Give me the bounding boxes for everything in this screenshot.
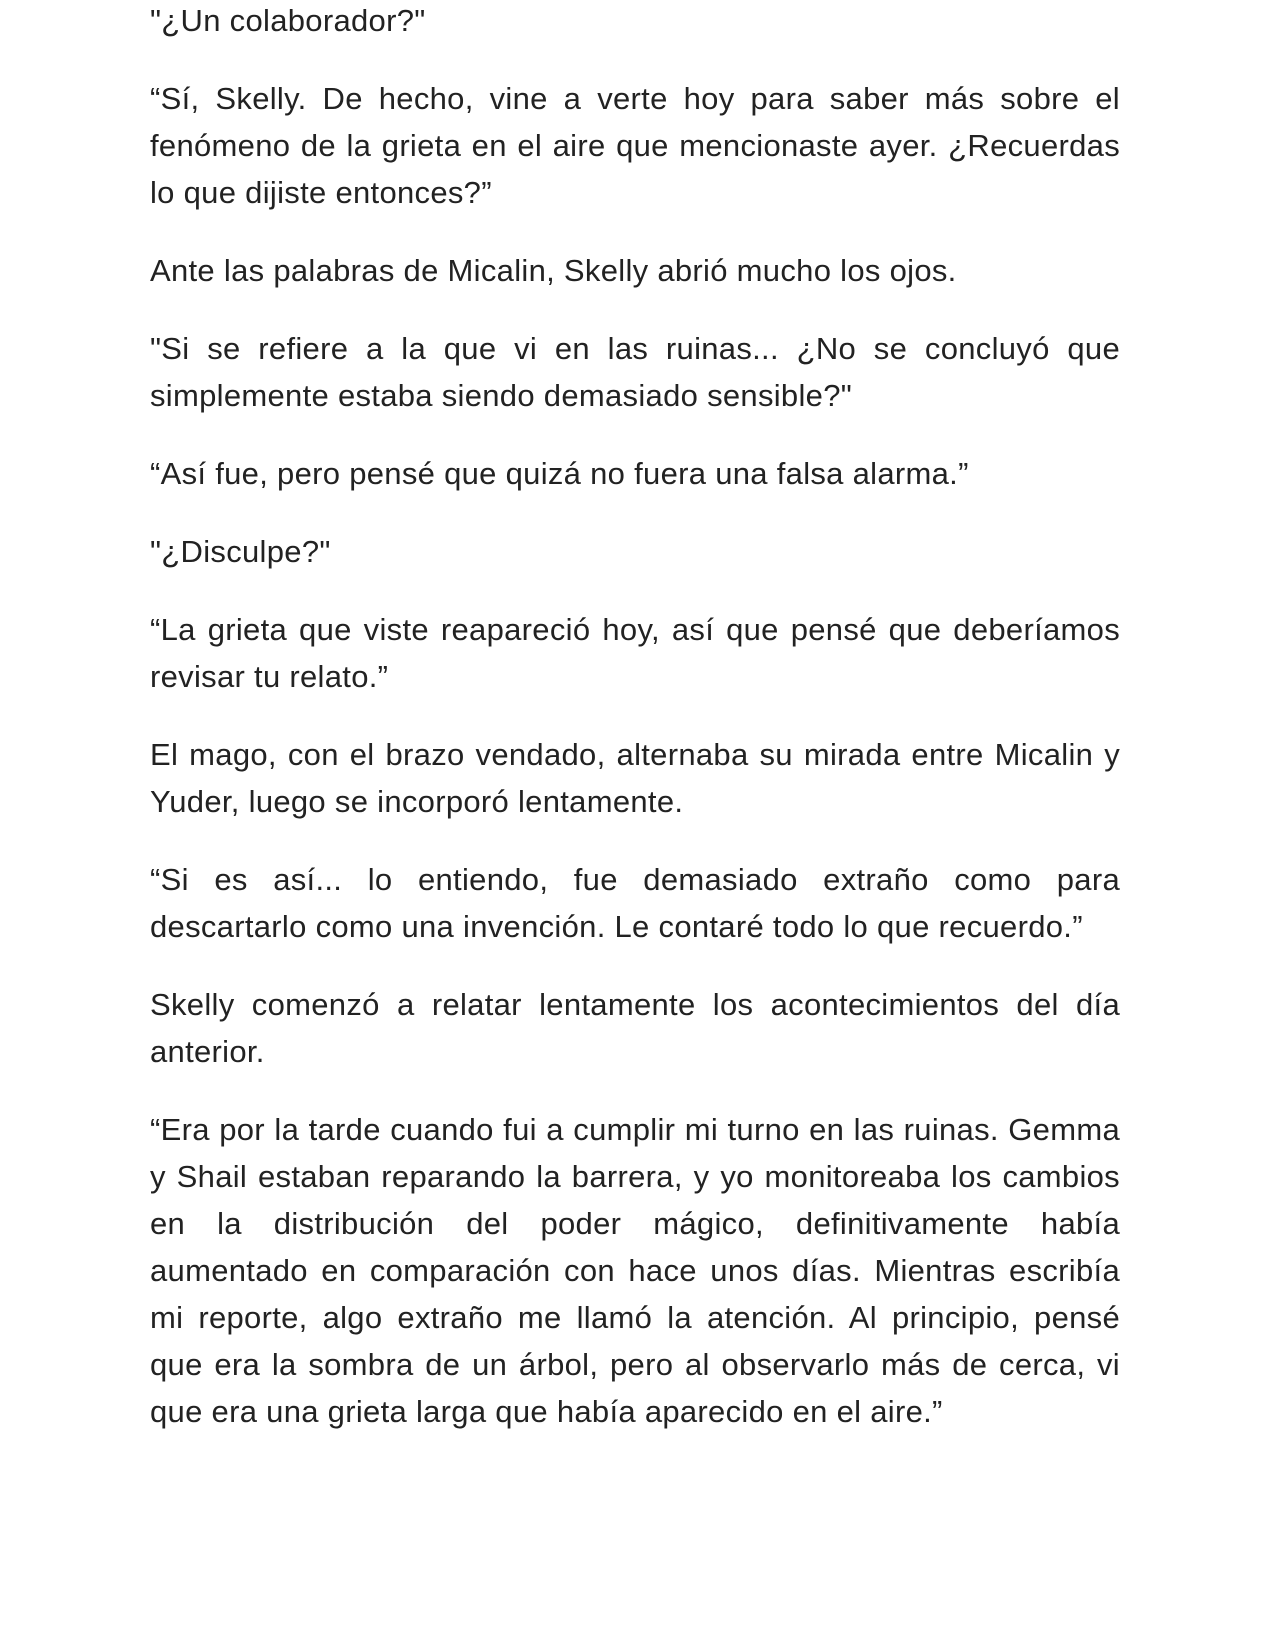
paragraph-1: "¿Un colaborador?" <box>150 3 426 38</box>
paragraph-2: “Sí, Skelly. De hecho, vine a verte hoy para saber más sobre el fenómeno de la grieta en el aire que mencionaste ayer. ¿Recuerdas lo que dijiste entonces?” <box>150 81 1120 210</box>
paragraph-9: “Si es así... lo entiendo, fue demasiado extraño como para descartarlo como una invención. Le contaré todo lo que recuerdo.” <box>150 862 1120 944</box>
paragraph-4: "Si se refiere a la que vi en las ruinas... ¿No se concluyó que simplemente estaba siendo demasiado sensible?" <box>150 331 1120 413</box>
paragraph-11: “Era por la tarde cuando fui a cumplir mi turno en las ruinas. Gemma y Shail estaban reparando la barrera, y yo monitoreaba los cambios en la distribución del poder mágico, definitivamente había aumentado en comparación con hace unos días. Mientras escribía mi reporte, algo extraño me llamó la atención. Al principio, pensé que era la sombra de un árbol, pero al observarlo más de cerca, vi que era una grieta larga que había aparecido en el aire.” <box>150 1112 1120 1429</box>
paragraph-7: “La grieta que viste reapareció hoy, así que pensé que deberíamos revisar tu relato.” <box>150 612 1120 694</box>
paragraph-6: "¿Disculpe?" <box>150 534 331 569</box>
paragraph-10: Skelly comenzó a relatar lentamente los acontecimientos del día anterior. <box>150 987 1120 1069</box>
paragraph-3: Ante las palabras de Micalin, Skelly abrió mucho los ojos. <box>150 253 957 288</box>
document-page <box>150 0 1120 1466</box>
paragraph-8: El mago, con el brazo vendado, alternaba su mirada entre Micalin y Yuder, luego se incorporó lentamente. <box>150 737 1120 819</box>
paragraph-5: “Así fue, pero pensé que quizá no fuera una falsa alarma.” <box>150 456 969 491</box>
